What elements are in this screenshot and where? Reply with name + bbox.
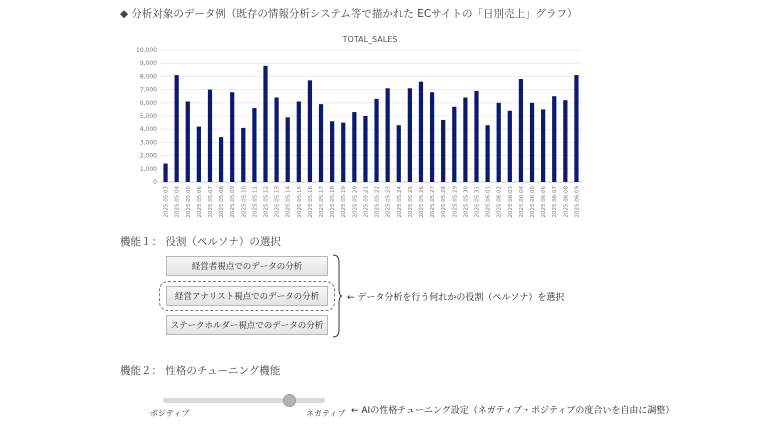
bar-2025.05.31 — [474, 91, 478, 182]
x-tick-label: 2025.05.16 — [307, 186, 314, 218]
bar-2025.06.06 — [541, 109, 545, 182]
bar-2025.05.16 — [308, 80, 312, 182]
bar-2025.06.02 — [497, 103, 501, 182]
role-button-stakeholder[interactable]: ステークホルダー視点でのデータの分析 — [166, 315, 328, 335]
bar-2025.05.03 — [163, 164, 167, 182]
bar-2025.06.05 — [530, 103, 534, 182]
x-tick-label: 2025.05.21 — [363, 186, 370, 218]
x-tick-label: 2025.05.25 — [407, 186, 414, 218]
x-tick-label: 2025.05.03 — [163, 186, 170, 218]
bar-2025.06.09 — [574, 75, 578, 182]
x-tick-label: 2025.05.18 — [330, 186, 337, 218]
y-tick-label: 8,000 — [139, 73, 157, 81]
bar-2025.05.11 — [252, 108, 256, 182]
role-button-analyst[interactable]: 経営アナリスト視点でのデータの分析 — [166, 286, 328, 306]
x-tick-label: 2025.05.05 — [185, 186, 192, 218]
x-tick-label: 2025.05.10 — [241, 186, 248, 218]
personality-slider-track[interactable] — [163, 398, 325, 403]
bar-2025.05.23 — [386, 88, 390, 182]
y-tick-label: 2,000 — [139, 152, 157, 160]
sales-bar-chart — [130, 30, 590, 225]
bar-2025.05.05 — [186, 101, 190, 182]
y-tick-label: 3,000 — [139, 139, 157, 147]
role-button-executive[interactable]: 経営者視点でのデータの分析 — [166, 256, 328, 276]
x-tick-label: 2025.06.03 — [507, 186, 514, 218]
chart-grid — [160, 50, 582, 182]
bar-2025.05.14 — [286, 117, 290, 182]
bar-2025.05.06 — [197, 127, 201, 182]
x-tick-label: 2025.05.12 — [263, 186, 270, 218]
x-tick-label: 2025.06.01 — [485, 186, 492, 218]
y-tick-label: 4,000 — [139, 126, 157, 134]
x-tick-label: 2025.06.08 — [563, 186, 570, 218]
y-tick-label: 1,000 — [139, 165, 157, 173]
bar-2025.05.18 — [330, 121, 334, 182]
x-tick-label: 2025.06.04 — [518, 186, 525, 218]
y-tick-label: 5,000 — [139, 113, 157, 120]
chart-title: TOTAL_SALES — [342, 35, 398, 44]
x-tick-label: 2025.06.07 — [552, 186, 559, 218]
bar-2025.05.25 — [408, 88, 412, 182]
x-tick-label: 2025.06.05 — [530, 186, 537, 218]
bar-2025.06.08 — [563, 100, 567, 182]
x-tick-label: 2025.05.20 — [352, 186, 359, 218]
page-header — [120, 6, 577, 21]
x-tick-label: 2025.06.09 — [574, 186, 581, 218]
y-axis-ticks — [136, 47, 157, 186]
x-tick-label: 2025.05.15 — [296, 186, 303, 218]
role-group-brace — [331, 254, 343, 338]
x-tick-label: 2025.05.07 — [207, 186, 214, 218]
y-tick-label: 10,000 — [136, 47, 157, 54]
bar-2025.05.12 — [263, 66, 267, 182]
bar-2025.05.20 — [352, 112, 356, 182]
bar-2025.05.27 — [430, 92, 434, 182]
bullet-icon: ◆ — [120, 8, 129, 20]
bar-2025.05.10 — [241, 128, 245, 182]
bar-2025.06.04 — [519, 79, 523, 182]
x-tick-label: 2025.06.06 — [541, 186, 548, 218]
role-selection-note: ← データ分析を行う何れかの役割（ペルソナ）を選択 — [347, 293, 565, 303]
bar-2025.05.21 — [363, 116, 367, 182]
bar-2025.05.08 — [219, 137, 223, 182]
x-tick-label: 2025.05.31 — [474, 186, 481, 218]
bar-2025.06.07 — [552, 96, 556, 182]
x-tick-label: 2025.05.09 — [230, 186, 237, 218]
x-tick-label: 2025.05.29 — [452, 186, 459, 218]
x-tick-label: 2025.06.02 — [496, 186, 503, 218]
x-tick-label: 2025.05.19 — [341, 186, 348, 218]
x-tick-label: 2025.05.06 — [196, 186, 203, 218]
chart-bars — [163, 66, 578, 182]
x-tick-label: 2025.05.17 — [319, 186, 326, 218]
x-tick-label: 2025.05.26 — [418, 186, 425, 218]
y-tick-label: 7,000 — [139, 86, 157, 94]
feature1-title: 機能１： 役割（ペルソナ）の選択 — [120, 236, 281, 248]
x-tick-label: 2025.05.04 — [174, 186, 181, 218]
x-tick-label: 2025.05.22 — [374, 186, 381, 218]
bar-2025.05.29 — [452, 107, 456, 182]
x-axis-ticks — [164, 186, 581, 218]
x-tick-label: 2025.05.23 — [385, 186, 392, 218]
y-tick-label: 9,000 — [139, 60, 157, 68]
bar-2025.05.28 — [441, 120, 445, 182]
x-tick-label: 2025.05.24 — [396, 186, 403, 218]
x-tick-label: 2025.05.11 — [252, 186, 259, 218]
bar-2025.05.24 — [397, 125, 401, 182]
bar-2025.05.09 — [230, 92, 234, 182]
x-tick-label: 2025.05.13 — [274, 186, 281, 218]
x-tick-label: 2025.05.28 — [441, 186, 448, 218]
x-tick-label: 2025.05.30 — [463, 186, 470, 218]
x-tick-label: 2025.05.14 — [285, 186, 292, 218]
slider-negative-label: ネガティブ — [306, 409, 346, 418]
x-tick-label: 2025.05.08 — [219, 186, 226, 218]
bar-2025.05.13 — [274, 98, 278, 182]
bar-2025.05.04 — [175, 75, 179, 182]
bar-2025.05.22 — [374, 99, 378, 182]
bar-2025.05.07 — [208, 90, 212, 182]
bar-2025.05.17 — [319, 104, 323, 182]
personality-tuning-note: ← AIの性格チューニング設定（ネガティブ・ポジティブの度合いを自由に調整） — [351, 406, 675, 416]
personality-slider-knob[interactable] — [283, 394, 296, 407]
bar-2025.05.15 — [297, 101, 301, 182]
feature2-title: 機能２： 性格のチューニング機能 — [120, 365, 281, 377]
bar-2025.06.01 — [485, 125, 489, 182]
slider-positive-label: ポジティブ — [150, 409, 190, 418]
bar-2025.05.26 — [419, 82, 423, 182]
page-title: 分析対象のデータ例（既存の情報分析システム等で描かれた ECサイトの「日別売上」グラフ） — [131, 8, 578, 20]
y-tick-label: 6,000 — [139, 99, 157, 107]
bar-2025.05.19 — [341, 123, 345, 182]
bar-2025.05.30 — [463, 98, 467, 182]
bar-2025.06.03 — [508, 111, 512, 182]
y-tick-label: 0 — [153, 179, 157, 186]
x-tick-label: 2025.05.27 — [430, 186, 437, 218]
